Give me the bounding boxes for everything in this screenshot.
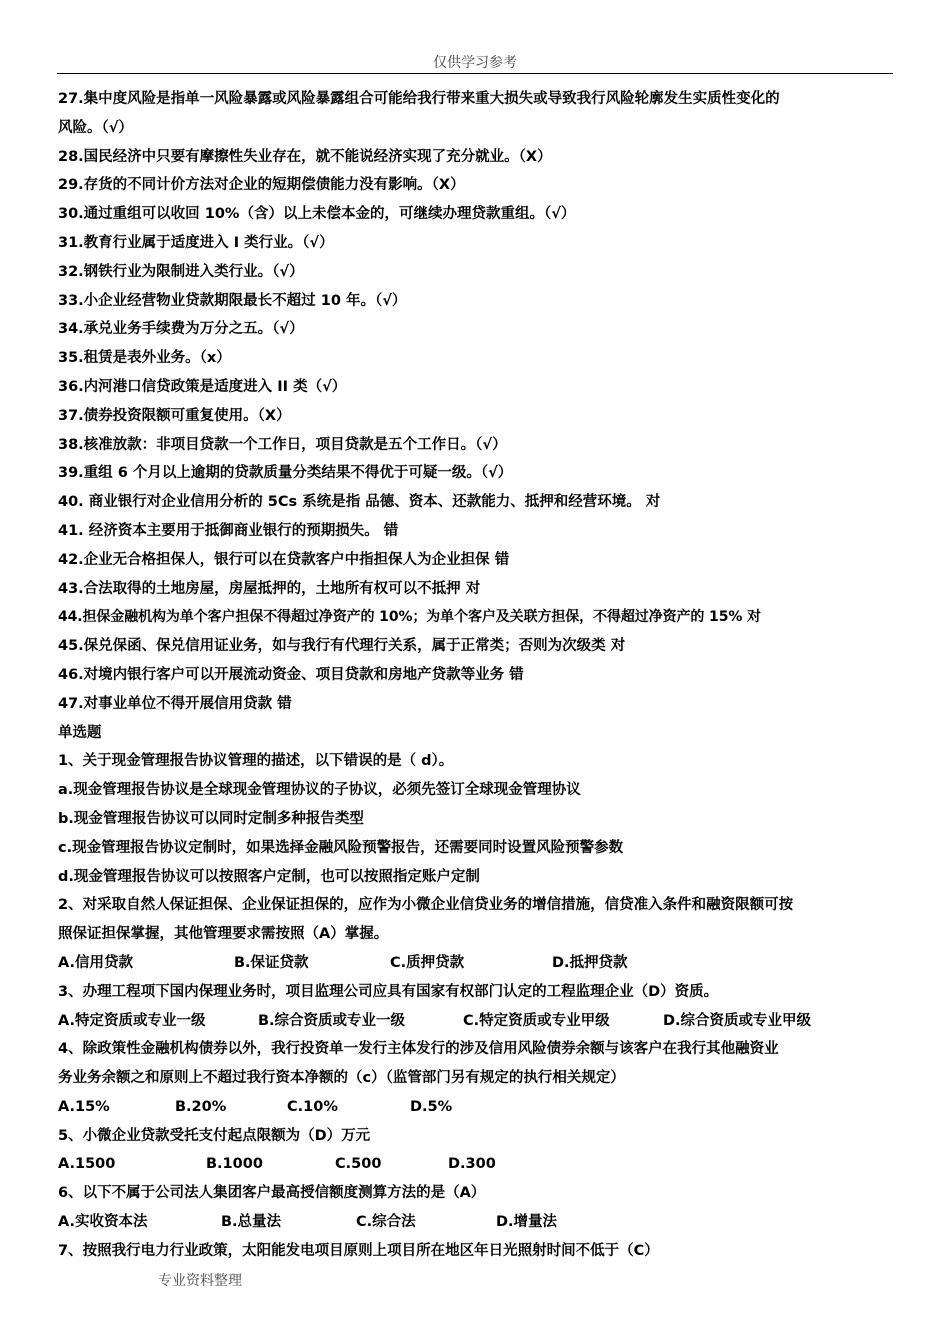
question-1-option-a: a.现金管理报告协议是全球现金管理协议的子协议，必须先签订全球现金管理协议 [58, 782, 581, 799]
q3-option-c: C.特定资质或专业甲级 [463, 1012, 610, 1029]
q4-option-b: B.20% [175, 1098, 227, 1115]
question-5-options [58, 1150, 894, 1179]
q6-option-a: A.实收资本法 [58, 1214, 148, 1231]
question-2-options [58, 949, 894, 978]
page-header: 仅供学习参考 [433, 55, 517, 71]
question-2-line2: 照保证担保掌握，其他管理要求需按照（A）掌握。 [58, 926, 389, 943]
q6-option-c: C.综合法 [356, 1214, 416, 1231]
question-7: 7、按照我行电力行业政策，太阳能发电项目原则上项目所在地区年日光照射时间不低于（C） [58, 1242, 659, 1259]
item-46: 46.对境内银行客户可以开展流动资金、项目贷款和房地产贷款等业务 错 [58, 666, 524, 683]
question-1: 1、关于现金管理报告协议管理的描述，以下错误的是（ d）。 [58, 753, 454, 770]
q2-option-a: A.信用贷款 [58, 954, 133, 971]
q4-option-d: D.5% [410, 1098, 453, 1115]
q6-option-b: B.总量法 [221, 1214, 282, 1231]
item-39: 39.重组 6 个月以上逾期的贷款质量分类结果不得优于可疑一级。（√） [58, 465, 513, 482]
item-32: 32.钢铁行业为限制进入类行业。（√） [58, 263, 304, 280]
question-4-line1: 4、除政策性金融机构债券以外，我行投资单一发行主体发行的涉及信用风险债券余额与该客户在我行其他融资业 [58, 1041, 779, 1058]
document-body [58, 85, 894, 1266]
question-4-options [58, 1093, 894, 1122]
q5-option-d: D.300 [448, 1156, 496, 1173]
item-47: 47.对事业单位不得开展信用贷款 错 [58, 695, 292, 712]
item-27-line1: 27.集中度风险是指单一风险暴露或风险暴露组合可能给我行带来重大损失或导致我行风险轮廓发生实质性变化的 [58, 91, 780, 107]
q3-option-d: D.综合资质或专业甲级 [663, 1012, 812, 1029]
q5-option-b: B.1000 [206, 1156, 263, 1173]
q4-option-c: C.10% [287, 1098, 338, 1115]
item-30: 30.通过重组可以收回 10%（含）以上未偿本金的，可继续办理贷款重组。（√） [58, 206, 576, 223]
item-27-line2: 风险。（√） [58, 119, 133, 136]
q6-option-d: D.增量法 [496, 1214, 558, 1231]
question-6-options [58, 1208, 894, 1237]
question-1-option-c: c.现金管理报告协议定制时，如果选择金融风险预警报告，还需要同时设置风险预警参数 [58, 839, 624, 856]
page-footer: 专业资料整理 [158, 1273, 242, 1289]
question-1-option-d: d.现金管理报告协议可以按照客户定制，也可以按照指定账户定制 [58, 868, 480, 885]
q3-option-a: A.特定资质或专业一级 [58, 1012, 206, 1029]
question-1-option-b: b.现金管理报告协议可以同时定制多种报告类型 [58, 810, 364, 827]
item-38: 38.核准放款：非项目贷款一个工作日，项目贷款是五个工作日。（√） [58, 436, 507, 453]
header-rule [57, 73, 893, 74]
q5-option-c: C.500 [335, 1156, 382, 1173]
question-3: 3、办理工程项下国内保理业务时，项目监理公司应具有国家有权部门认定的工程监理企业（D）资质。 [58, 983, 719, 1000]
q2-option-b: B.保证贷款 [234, 954, 309, 971]
item-41: 41. 经济资本主要用于抵御商业银行的预期损失。 错 [58, 522, 399, 539]
question-2-line1: 2、对采取自然人保证担保、企业保证担保的，应作为小微企业信贷业务的增信措施，信贷准入条件和融资限额可按 [58, 897, 794, 914]
item-35: 35.租赁是表外业务。（x） [58, 350, 231, 367]
item-29: 29.存货的不同计价方法对企业的短期偿债能力没有影响。（X） [58, 177, 465, 194]
item-42: 42.企业无合格担保人，银行可以在贷款客户中指担保人为企业担保 错 [58, 551, 510, 568]
question-4-line2: 务业务余额之和原则上不超过我行资本净额的（c）（监管部门另有规定的执行相关规定） [58, 1070, 625, 1087]
item-36: 36.内河港口信贷政策是适度进入 II 类（√） [58, 378, 347, 395]
question-5: 5、小微企业贷款受托支付起点限额为（D）万元 [58, 1127, 371, 1144]
q2-option-d: D.抵押贷款 [552, 954, 628, 971]
question-6: 6、以下不属于公司法人集团客户最高授信额度测算方法的是（A） [58, 1185, 486, 1202]
q2-option-c: C.质押贷款 [390, 954, 465, 971]
item-40: 40. 商业银行对企业信用分析的 5Cs 系统是指 品德、资本、还款能力、抵押和经营环境。 对 [58, 494, 661, 511]
item-28: 28.国民经济中只要有摩擦性失业存在，就不能说经济实现了充分就业。（X） [58, 148, 552, 165]
item-43: 43.合法取得的土地房屋，房屋抵押的，土地所有权可以不抵押 对 [58, 580, 481, 597]
section-title-single-choice: 单选题 [58, 724, 102, 741]
item-44: 44.担保金融机构为单个客户担保不得超过净资产的 10%；为单个客户及关联方担保，不得超过净资产的 15% 对 [58, 609, 761, 626]
q3-option-b: B.综合资质或专业一级 [258, 1012, 406, 1029]
item-33: 33.小企业经营物业贷款期限最长不超过 10 年。（√） [58, 292, 407, 309]
item-45: 45.保兑保函、保兑信用证业务，如与我行有代理行关系，属于正常类；否则为次级类 对 [58, 638, 626, 655]
item-31: 31.教育行业属于适度进入 I 类行业。（√） [58, 234, 334, 251]
item-37: 37.债券投资限额可重复使用。（X） [58, 407, 291, 424]
q5-option-a: A.1500 [58, 1156, 116, 1173]
item-34: 34.承兑业务手续费为万分之五。（√） [58, 321, 304, 338]
question-3-options [58, 1007, 894, 1036]
q4-option-a: A.15% [58, 1098, 110, 1115]
